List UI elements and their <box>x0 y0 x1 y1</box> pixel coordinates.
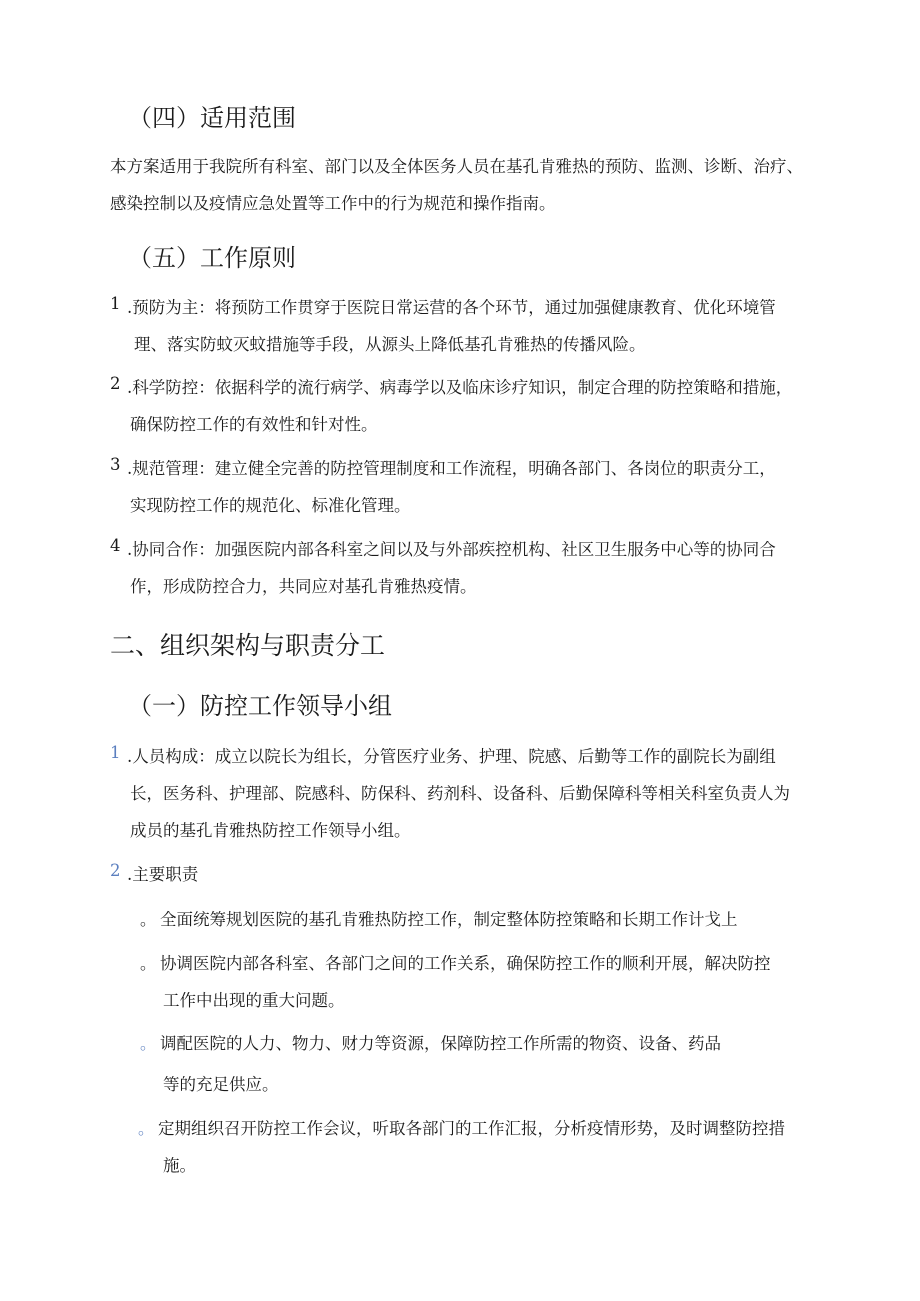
principle-item-1-line2: 理、落实防蚊灭蚊措施等手段，从源头上降低基孔肯雅热的传播风险。 <box>134 335 646 354</box>
principle-item-2-line1: .科学防控：依据科学的流行病学、病毒学以及临床诊疗知识，制定合理的防控策略和措施， <box>127 378 793 397</box>
list-number: 2 <box>110 861 121 880</box>
duty-bullet-3-line1: 调配医院的人力、物力、财力等资源，保障防控工作所需的物资、设备、药品 <box>160 1034 721 1053</box>
list-number: 4 <box>110 536 121 555</box>
members-line1: .人员构成：成立以院长为组长，分管医疗业务、护理、院感、后勤等工作的副院长为副组 <box>127 747 776 766</box>
duty-bullet-2-line2: 工作中出现的重大问题。 <box>163 991 345 1010</box>
duty-bullet-4-line1: 定期组织召开防控工作会议，听取各部门的工作汇报，分析疫情形势，及时调整防控措 <box>158 1119 785 1138</box>
section-heading-leadership-group: （一）防控工作领导小组 <box>128 692 392 720</box>
duty-bullet-2-line1: 协调医院内部各科室、各部门之间的工作关系，确保防控工作的顺利开展，解决防控 <box>160 954 771 973</box>
members-line3: 成员的基孔肯雅热防控工作领导小组。 <box>130 821 411 840</box>
principle-item-2-line2: 确保防控工作的有效性和针对性。 <box>130 415 378 434</box>
duty-bullet-1-line1: 全面统筹规划医院的基孔肯雅热防控工作，制定整体防控策略和长期工作计戈上 <box>160 910 738 929</box>
list-number: 1 <box>110 294 121 313</box>
chapter-heading-organization: 二、组织架构与职责分工 <box>110 631 386 660</box>
scope-paragraph-line1: 本方案适用于我院所有科室、部门以及全体医务人员在基孔肯雅热的预防、监测、诊断、治疗、 <box>110 157 803 176</box>
principle-item-3-line1: .规范管理：建立健全完善的防控管理制度和工作流程，明确各部门、各岗位的职责分工， <box>127 459 776 478</box>
bullet-mark: 。 <box>140 1034 157 1053</box>
principle-item-3-line2: 实现防控工作的规范化、标准化管理。 <box>130 496 411 515</box>
section-heading-principles: （五）工作原则 <box>128 244 296 272</box>
list-number: 2 <box>110 374 121 393</box>
bullet-mark: 。 <box>140 954 157 973</box>
scope-paragraph-line2: 感染控制以及疫情应急处置等工作中的行为规范和操作指南。 <box>110 194 556 213</box>
duty-bullet-4-line2: 施。 <box>163 1156 196 1175</box>
members-line2: 长，医务科、护理部、院感科、防保科、药剂科、设备科、后勤保障科等相关科室负责人为 <box>130 784 790 803</box>
bullet-mark: 。 <box>138 1119 155 1138</box>
list-number: 3 <box>110 455 121 474</box>
principle-item-4-line1: .协同合作：加强医院内部各科室之间以及与外部疾控机构、社区卫生服务中心等的协同合 <box>127 540 776 559</box>
principle-item-4-line2: 作，形成防控合力，共同应对基孔肯雅热疫情。 <box>130 577 477 596</box>
section-heading-scope: （四）适用范围 <box>128 104 296 132</box>
duty-bullet-3-line2: 等的充足供应。 <box>163 1075 279 1094</box>
duties-label: .主要职责 <box>127 865 199 884</box>
bullet-mark: 。 <box>140 910 157 929</box>
principle-item-1-line1: .预防为主：将预防工作贯穿于医院日常运营的各个环节，通过加强健康教育、优化环境管 <box>127 298 776 317</box>
list-number: 1 <box>110 743 121 762</box>
